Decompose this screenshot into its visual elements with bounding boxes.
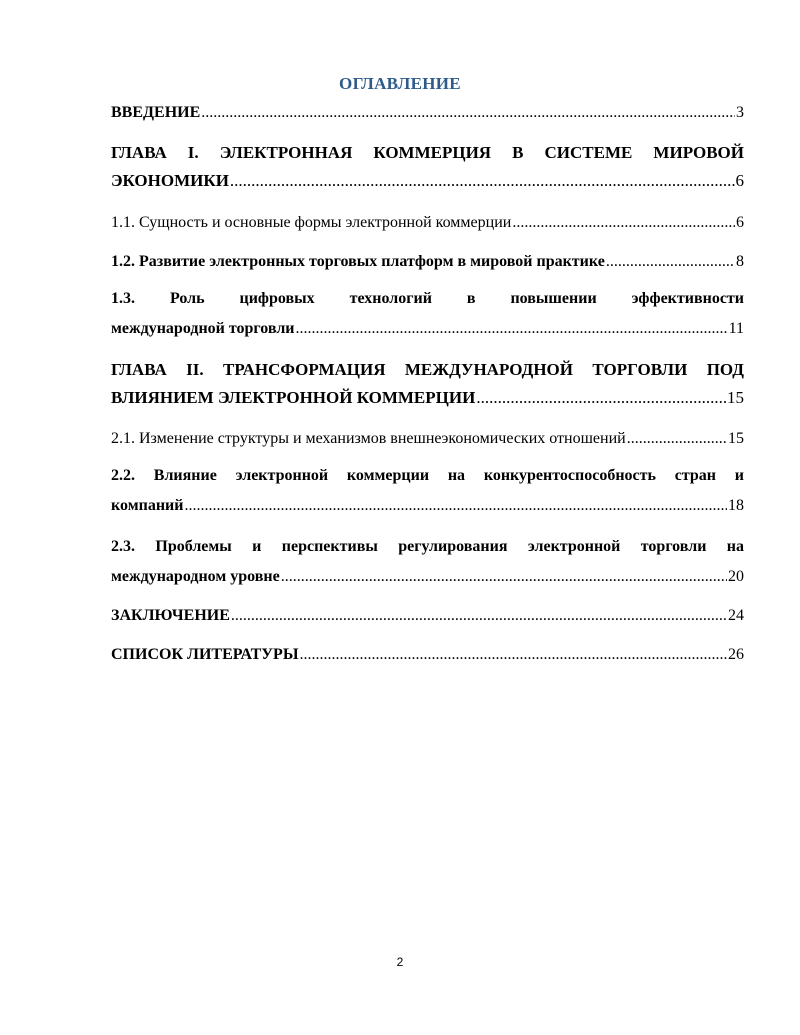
dot-leader [512,214,735,232]
toc-entry-title: 1.2. Развитие электронных торговых платформ в мировой практике [111,253,605,270]
toc-entry-page: 6 [736,214,744,231]
dot-leader [231,607,727,625]
dot-leader [476,388,726,408]
toc-title: ОГЛАВЛЕНИЕ [339,74,461,93]
toc-entry-title-line-2: компаний [111,497,184,514]
page-number: 2 [396,955,404,969]
toc-entry-chapter-2[interactable] [111,360,744,408]
toc-entry-page: 3 [736,104,744,121]
toc-entry-section-1-2[interactable] [111,253,744,271]
toc-entry-page: 8 [736,253,744,270]
toc-entry-title-line-2: ВЛИЯНИЕМ ЭЛЕКТРОННОЙ КОММЕРЦИИ [111,388,476,407]
dot-leader [201,104,735,122]
dot-leader [606,253,735,271]
toc-entry-title-line-2: ЭКОНОМИКИ [111,171,229,190]
toc-entry-page: 18 [728,497,744,514]
dot-leader [230,171,735,191]
toc-entry-title-line-1: 2.2. Влияние электронной коммерции на конкурентоспособность стран и [111,467,744,484]
toc-entry-page: 6 [735,171,744,190]
toc-entry-conclusion[interactable] [111,607,744,625]
toc-entry-section-1-3[interactable] [111,290,744,338]
dot-leader [300,646,727,664]
dot-leader [281,568,727,586]
toc-entry-section-2-3[interactable] [111,538,744,586]
toc-entry-title-line-1: 2.3. Проблемы и перспективы регулирования электронной торговли на [111,538,744,555]
toc-entry-chapter-1[interactable] [111,143,744,191]
toc-entry-title-line-2: международном уровне [111,568,280,585]
dot-leader [296,320,728,338]
toc-entry-page: 15 [727,388,744,407]
toc-entry-title: ВВЕДЕНИЕ [111,104,201,121]
toc-entry-title: ЗАКЛЮЧЕНИЕ [111,607,230,624]
toc-entry-page: 15 [728,430,744,447]
toc-entry-title-line-1: 1.3. Роль цифровых технологий в повышении эффективности [111,290,744,307]
dot-leader [627,430,727,448]
toc-entry-section-1-1[interactable] [111,214,744,232]
toc-entry-title: 1.1. Сущность и основные формы электронной коммерции [111,214,512,231]
toc-entry-section-2-2[interactable] [111,467,744,515]
toc-entry-page: 20 [728,568,744,585]
toc-entry-references[interactable] [111,646,744,664]
toc-entry-title-line-2: международной торговли [111,320,295,337]
toc-entry-section-2-1[interactable] [111,430,744,448]
toc-entry-title-line-1: ГЛАВА I. ЭЛЕКТРОННАЯ КОММЕРЦИЯ В СИСТЕМЕ МИРОВОЙ [111,143,744,162]
toc-entry-page: 24 [728,607,744,624]
toc-entry-title: СПИСОК ЛИТЕРАТУРЫ [111,646,299,663]
toc-entry-page: 26 [728,646,744,663]
dot-leader [184,497,727,515]
toc-entry-title: 2.1. Изменение структуры и механизмов внешнеэкономических отношений [111,430,626,447]
toc-entry-introduction[interactable] [111,104,744,122]
toc-entry-page: 11 [728,320,744,337]
toc-entry-title-line-1: ГЛАВА II. ТРАНСФОРМАЦИЯ МЕЖДУНАРОДНОЙ ТОРГОВЛИ ПОД [111,360,744,379]
